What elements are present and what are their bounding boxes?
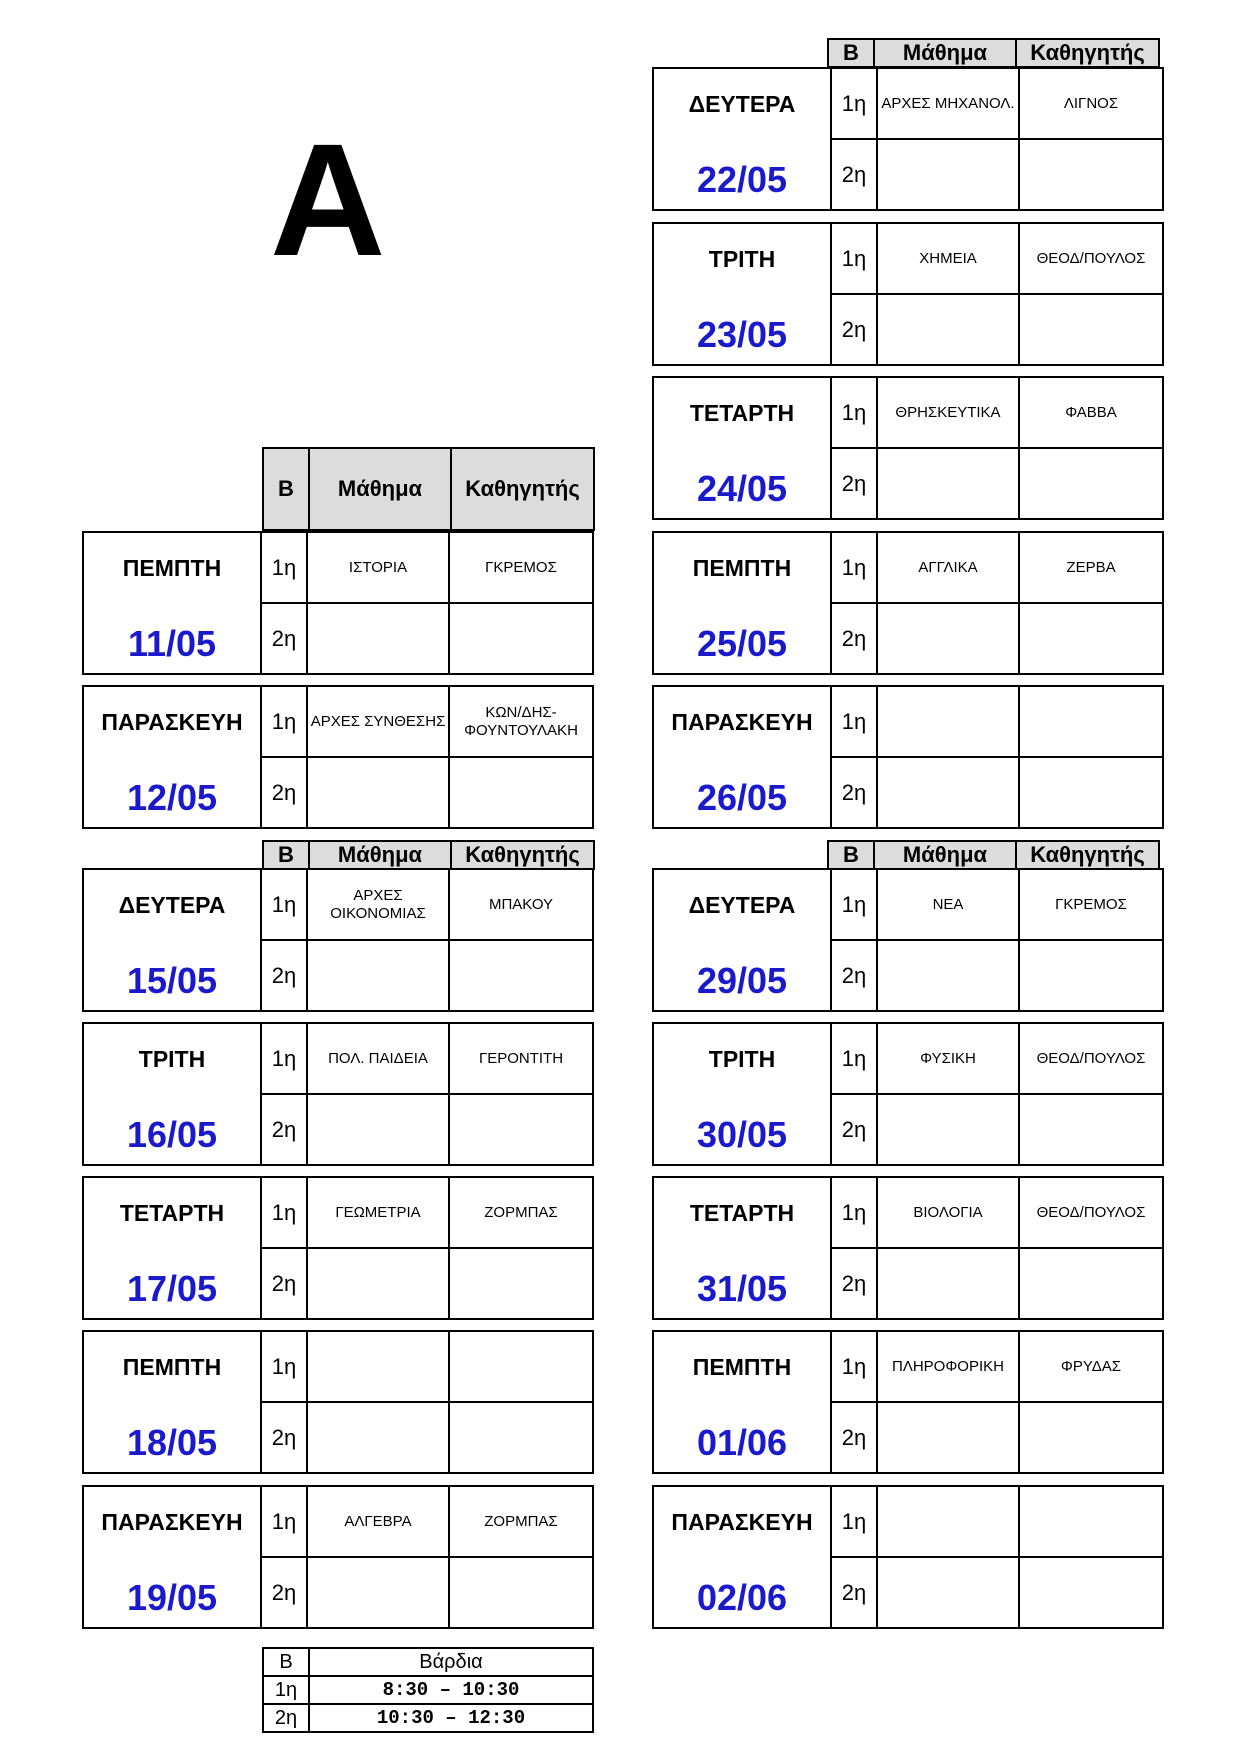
period-label: 2η <box>262 758 308 827</box>
teacher-cell <box>450 604 592 673</box>
teacher-cell: ΖΕΡΒΑ <box>1066 558 1116 576</box>
day-name: ΤΡΙΤΗ <box>708 1046 776 1072</box>
period-label: 2η <box>832 758 878 827</box>
day-name: ΔΕΥΤΕΡΑ <box>688 892 796 918</box>
teacher-cell: ΦΡΥΔΑΣ <box>1060 1357 1122 1375</box>
subject-cell <box>878 1558 1020 1627</box>
period-label: 2η <box>832 140 878 209</box>
day-name: ΠΑΡΑΣΚΕΥΗ <box>671 709 813 735</box>
day-block <box>82 1330 594 1474</box>
period-label: 1η <box>832 69 878 138</box>
header-teacher: Καθηγητής <box>1017 842 1158 868</box>
day-date: 22/05 <box>696 159 788 200</box>
day-date: 30/05 <box>696 1114 788 1155</box>
period-label: 2η <box>832 295 878 364</box>
day-name: ΠΕΜΠΤΗ <box>122 1354 222 1380</box>
shift-row-label: 1η <box>264 1677 310 1703</box>
day-date: 02/06 <box>696 1577 788 1618</box>
period-label: 2η <box>832 1403 878 1472</box>
day-name: ΤΡΙΤΗ <box>138 1046 206 1072</box>
period-label: 1η <box>832 687 878 756</box>
subject-cell: ΘΡΗΣΚΕΥΤΙΚΑ <box>878 378 1020 447</box>
subject-cell: ΑΓΓΛΙΚΑ <box>878 533 1020 602</box>
subject-cell <box>308 1332 450 1401</box>
day-name: ΤΡΙΤΗ <box>708 246 776 272</box>
period-label: 1η <box>832 533 878 602</box>
subject-cell: ΑΡΧΕΣ ΣΥΝΘΕΣΗΣ <box>308 687 450 756</box>
teacher-cell: ΓΚΡΕΜΟΣ <box>485 558 557 576</box>
teacher-cell <box>1020 941 1162 1010</box>
teacher-cell <box>450 1095 592 1164</box>
subject-cell <box>878 449 1020 518</box>
teacher-cell <box>1020 758 1162 827</box>
teacher-cell: ΚΩΝ/ΔΗΣ-ΦΟΥΝΤΟΥΛΑΚΗ <box>464 704 578 739</box>
subject-cell: ΒΙΟΛΟΓΙΑ <box>878 1178 1020 1247</box>
subject-cell <box>308 1403 450 1472</box>
subject-cell <box>308 604 450 673</box>
shift-table <box>262 1647 594 1733</box>
day-block <box>652 1176 1164 1320</box>
day-name: ΔΕΥΤΕΡΑ <box>688 91 796 117</box>
day-date: 25/05 <box>696 623 788 664</box>
day-block <box>82 1485 594 1629</box>
subject-cell <box>878 758 1020 827</box>
day-block <box>82 1022 594 1166</box>
header-b: Β <box>829 40 875 66</box>
header-subject: Μάθημα <box>310 449 452 529</box>
period-label: 2η <box>832 1249 878 1318</box>
day-date: 16/05 <box>126 1114 218 1155</box>
teacher-cell <box>1020 295 1162 364</box>
day-name: ΠΑΡΑΣΚΕΥΗ <box>101 1509 243 1535</box>
header-subject: Μάθημα <box>875 40 1017 66</box>
subject-cell: ΧΗΜΕΙΑ <box>878 224 1020 293</box>
subject-cell <box>878 941 1020 1010</box>
day-name: ΠΕΜΠΤΗ <box>122 555 222 581</box>
subject-cell <box>878 1095 1020 1164</box>
subject-cell <box>308 941 450 1010</box>
teacher-cell <box>1020 140 1162 209</box>
teacher-cell: ΖΟΡΜΠΑΣ <box>484 1512 558 1530</box>
subject-cell: ΝΕΑ <box>878 870 1020 939</box>
header-b: Β <box>264 842 310 868</box>
period-label: 2η <box>832 604 878 673</box>
period-label: 2η <box>262 1403 308 1472</box>
shift-header-b: Β <box>264 1649 310 1675</box>
day-block <box>652 1022 1164 1166</box>
day-name: ΠΑΡΑΣΚΕΥΗ <box>671 1509 813 1535</box>
day-name: ΔΕΥΤΕΡΑ <box>118 892 226 918</box>
header-teacher: Καθηγητής <box>452 449 593 529</box>
day-date: 24/05 <box>696 468 788 509</box>
day-block <box>652 531 1164 675</box>
teacher-cell: ΘΕΟΔ/ΠΟΥΛΟΣ <box>1036 1203 1146 1221</box>
period-label: 2η <box>832 449 878 518</box>
day-name: ΤΕΤΑΡΤΗ <box>689 1200 795 1226</box>
teacher-cell: ΓΕΡΟΝΤΙΤΗ <box>478 1049 564 1067</box>
period-label: 2η <box>262 604 308 673</box>
subject-cell: ΑΡΧΕΣ ΜΗΧΑΝΟΛ. <box>878 69 1020 138</box>
day-name: ΠΕΜΠΤΗ <box>692 1354 792 1380</box>
period-label: 1η <box>832 870 878 939</box>
teacher-cell: ΛΙΓΝΟΣ <box>1063 94 1119 112</box>
teacher-cell: ΘΕΟΔ/ΠΟΥΛΟΣ <box>1036 249 1146 267</box>
teacher-cell <box>450 1249 592 1318</box>
subject-cell <box>878 604 1020 673</box>
teacher-cell <box>1020 449 1162 518</box>
period-label: 1η <box>262 870 308 939</box>
period-label: 2η <box>262 1095 308 1164</box>
subject-cell <box>308 1249 450 1318</box>
class-letter: Α <box>270 110 386 289</box>
subject-cell <box>308 1095 450 1164</box>
teacher-cell: ΖΟΡΜΠΑΣ <box>484 1203 558 1221</box>
shift-header-label: Βάρδια <box>419 1650 483 1673</box>
teacher-cell <box>1020 1487 1162 1556</box>
teacher-cell <box>450 1558 592 1627</box>
subject-cell: ΑΡΧΕΣ ΟΙΚΟΝΟΜΙΑΣ <box>308 870 450 939</box>
day-block <box>652 1485 1164 1629</box>
subject-cell <box>878 1249 1020 1318</box>
header-b: Β <box>829 842 875 868</box>
period-label: 1η <box>832 1487 878 1556</box>
subject-cell <box>878 687 1020 756</box>
period-label: 1η <box>832 378 878 447</box>
day-block <box>82 685 594 829</box>
day-block <box>652 67 1164 211</box>
teacher-cell <box>450 941 592 1010</box>
shift-row-label: 2η <box>264 1705 310 1731</box>
subject-cell: ΓΕΩΜΕΤΡΙΑ <box>308 1178 450 1247</box>
period-label: 1η <box>262 1487 308 1556</box>
period-label: 2η <box>262 1558 308 1627</box>
subject-cell <box>878 1487 1020 1556</box>
teacher-cell <box>1020 687 1162 756</box>
period-label: 1η <box>832 224 878 293</box>
teacher-cell: ΓΚΡΕΜΟΣ <box>1055 895 1127 913</box>
day-date: 26/05 <box>696 777 788 818</box>
period-label: 1η <box>832 1178 878 1247</box>
day-block <box>652 868 1164 1012</box>
day-date: 15/05 <box>126 960 218 1001</box>
period-label: 1η <box>262 1024 308 1093</box>
day-date: 23/05 <box>696 314 788 355</box>
schedule-header-right-bottom <box>827 840 1160 870</box>
subject-cell: ΠΟΛ. ΠΑΙΔΕΙΑ <box>308 1024 450 1093</box>
period-label: 1η <box>832 1024 878 1093</box>
day-date: 11/05 <box>127 623 217 664</box>
teacher-cell: ΘΕΟΔ/ΠΟΥΛΟΣ <box>1036 1049 1146 1067</box>
day-name: ΤΕΤΑΡΤΗ <box>689 400 795 426</box>
teacher-cell <box>450 758 592 827</box>
day-block <box>652 376 1164 520</box>
period-label: 2η <box>832 1095 878 1164</box>
shift-row-time: 8:30 – 10:30 <box>382 1679 520 1701</box>
teacher-cell: ΜΠΑΚΟΥ <box>488 895 554 913</box>
subject-cell <box>308 1558 450 1627</box>
teacher-cell <box>1020 1095 1162 1164</box>
period-label: 2η <box>262 941 308 1010</box>
schedule-header-left-bottom <box>262 840 595 870</box>
day-date: 31/05 <box>696 1268 788 1309</box>
day-date: 19/05 <box>126 1577 218 1618</box>
day-date: 01/06 <box>696 1422 788 1463</box>
header-teacher: Καθηγητής <box>1017 40 1158 66</box>
day-block <box>82 1176 594 1320</box>
subject-cell <box>878 1403 1020 1472</box>
day-date: 17/05 <box>126 1268 218 1309</box>
period-label: 2η <box>832 1558 878 1627</box>
schedule-header-left-top <box>262 447 595 531</box>
day-block <box>82 868 594 1012</box>
teacher-cell: ΦΑΒΒΑ <box>1065 403 1117 421</box>
teacher-cell <box>1020 604 1162 673</box>
period-label: 1η <box>262 687 308 756</box>
day-date: 12/05 <box>126 777 218 818</box>
period-label: 1η <box>262 1332 308 1401</box>
day-block <box>652 222 1164 366</box>
teacher-cell <box>450 1332 592 1401</box>
header-teacher: Καθηγητής <box>452 842 593 868</box>
period-label: 1η <box>262 533 308 602</box>
subject-cell: ΦΥΣΙΚΗ <box>878 1024 1020 1093</box>
day-block <box>652 685 1164 829</box>
subject-cell: ΠΛΗΡΟΦΟΡΙΚΗ <box>878 1332 1020 1401</box>
teacher-cell <box>1020 1403 1162 1472</box>
teacher-cell <box>1020 1558 1162 1627</box>
subject-cell <box>878 140 1020 209</box>
day-block <box>82 531 594 675</box>
shift-row-time: 10:30 – 12:30 <box>376 1707 526 1729</box>
day-name: ΠΕΜΠΤΗ <box>692 555 792 581</box>
day-date: 29/05 <box>696 960 788 1001</box>
subject-cell <box>878 295 1020 364</box>
schedule-header-right-top <box>827 38 1160 68</box>
day-date: 18/05 <box>126 1422 218 1463</box>
day-name: ΠΑΡΑΣΚΕΥΗ <box>101 709 243 735</box>
day-name: ΤΕΤΑΡΤΗ <box>119 1200 225 1226</box>
teacher-cell <box>1020 1249 1162 1318</box>
period-label: 1η <box>832 1332 878 1401</box>
header-subject: Μάθημα <box>875 842 1017 868</box>
header-subject: Μάθημα <box>310 842 452 868</box>
period-label: 1η <box>262 1178 308 1247</box>
subject-cell <box>308 758 450 827</box>
period-label: 2η <box>832 941 878 1010</box>
header-b: Β <box>264 449 310 529</box>
subject-cell: ΙΣΤΟΡΙΑ <box>308 533 450 602</box>
subject-cell: ΑΛΓΕΒΡΑ <box>308 1487 450 1556</box>
day-block <box>652 1330 1164 1474</box>
teacher-cell <box>450 1403 592 1472</box>
period-label: 2η <box>262 1249 308 1318</box>
